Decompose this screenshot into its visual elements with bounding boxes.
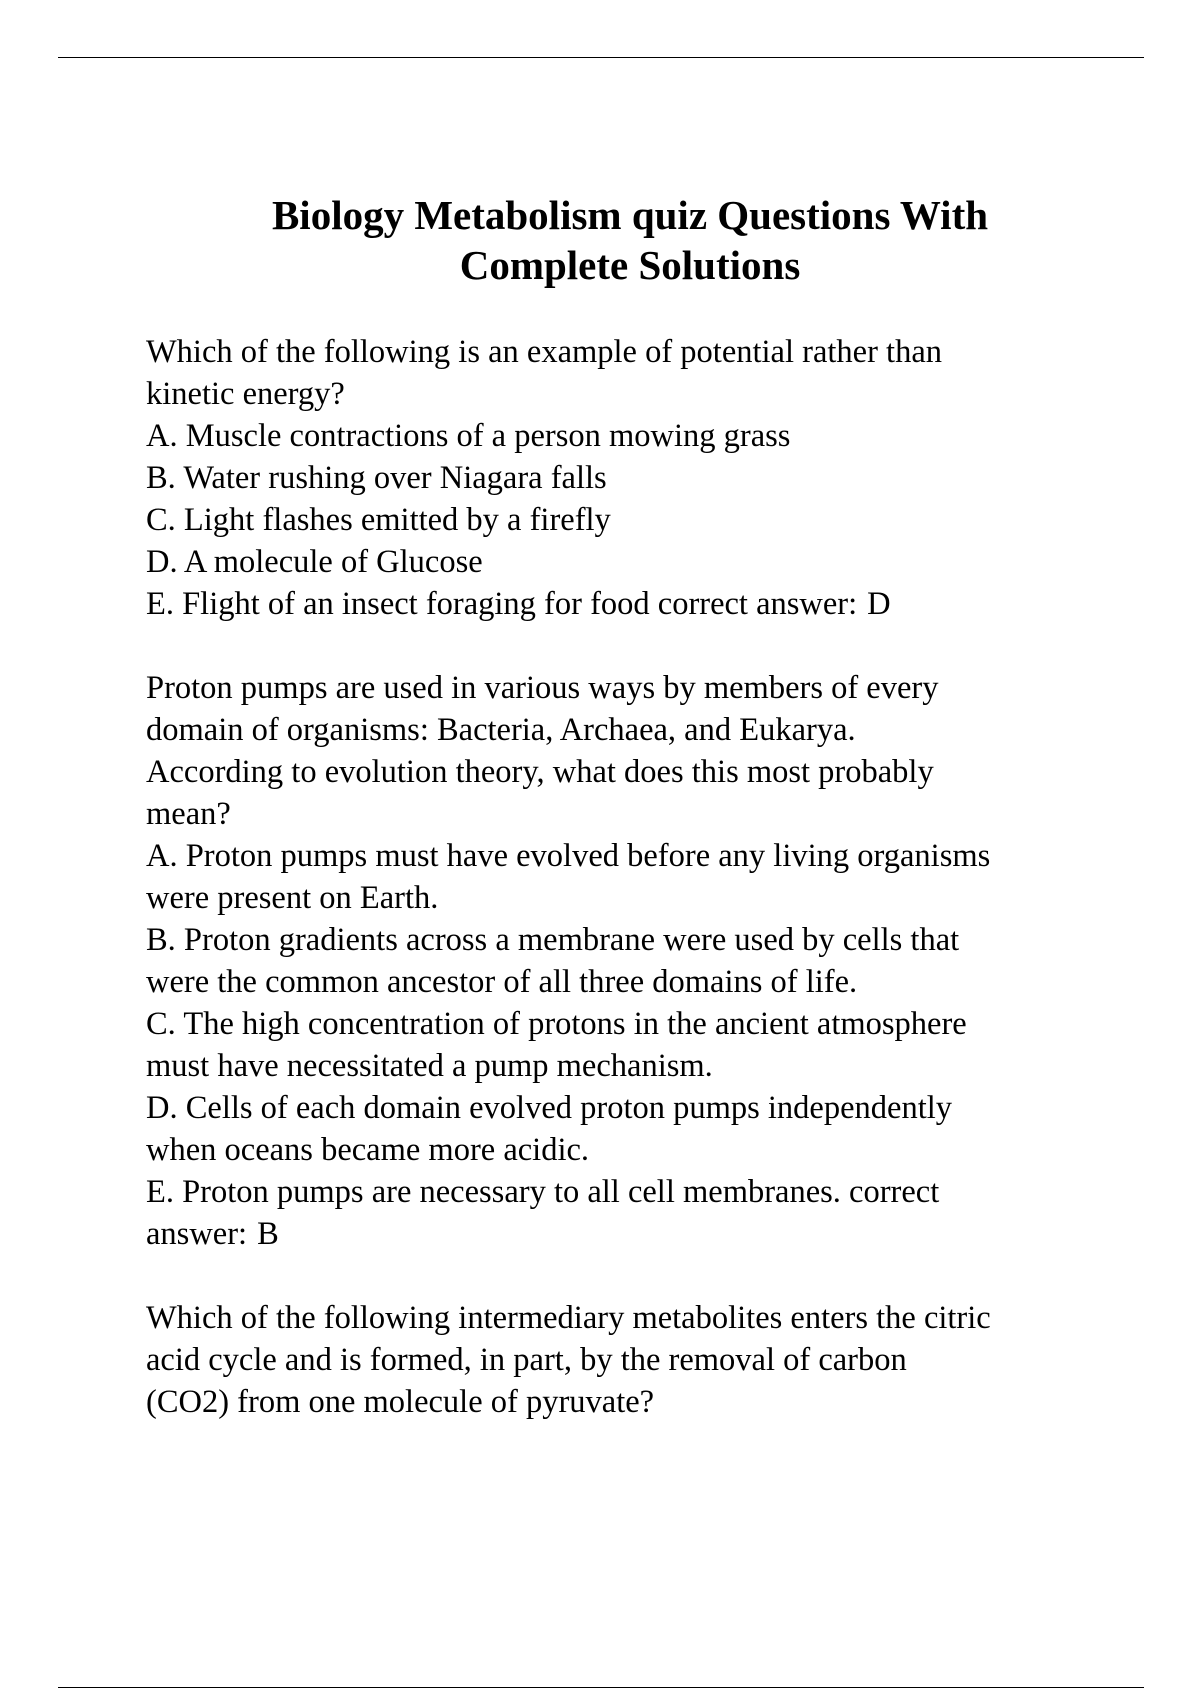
question-2-option-d-line-1: D. Cells of each domain evolved proton pumps independently bbox=[146, 1090, 953, 1126]
question-2-answer: B bbox=[257, 1216, 279, 1252]
question-2-option-e-line-1: E. Proton pumps are necessary to all cell membranes. correct bbox=[146, 1174, 940, 1210]
title-line-1: Biology Metabolism quiz Questions With bbox=[271, 192, 989, 238]
question-3 bbox=[146, 1297, 1106, 1423]
question-1-option-e bbox=[146, 583, 1106, 625]
question-1-option-b: B. Water rushing over Niagara falls bbox=[146, 460, 607, 496]
question-1-option-e-text: E. Flight of an insect foraging for food bbox=[146, 586, 650, 622]
question-2-option-b-line-1: B. Proton gradients across a membrane were used by cells that bbox=[146, 922, 960, 958]
question-2-stem-line-4: mean? bbox=[146, 796, 231, 832]
question-3-stem-line-2: acid cycle and is formed, in part, by the removal of carbon bbox=[146, 1342, 907, 1378]
question-2-option-c-line-2: must have necessitated a pump mechanism. bbox=[146, 1048, 713, 1084]
question-2-option-e-line-2 bbox=[146, 1213, 1106, 1255]
question-2-option-a-line-1: A. Proton pumps must have evolved before any living organisms bbox=[146, 838, 991, 874]
question-2-stem-line-1: Proton pumps are used in various ways by members of every bbox=[146, 670, 939, 706]
top-rule bbox=[58, 57, 1144, 58]
question-1-option-a: A. Muscle contractions of a person mowing grass bbox=[146, 418, 791, 454]
question-2-option-c-line-1: C. The high concentration of protons in the ancient atmosphere bbox=[146, 1006, 967, 1042]
question-1 bbox=[146, 331, 1106, 625]
question-2-stem-line-2: domain of organisms: Bacteria, Archaea, and Eukarya. bbox=[146, 712, 856, 748]
document-title bbox=[130, 190, 1130, 290]
question-1-stem-line-1: Which of the following is an example of potential rather than bbox=[146, 334, 942, 370]
question-2-answer-label: answer: bbox=[146, 1216, 248, 1252]
question-1-answer-label: correct answer: bbox=[657, 586, 858, 622]
question-2-option-b-line-2: were the common ancestor of all three domains of life. bbox=[146, 964, 858, 1000]
question-3-stem-line-1: Which of the following intermediary metabolites enters the citric bbox=[146, 1300, 991, 1336]
question-3-stem-line-3: (CO2) from one molecule of pyruvate? bbox=[146, 1384, 655, 1420]
question-1-answer: D bbox=[867, 586, 891, 622]
question-2-option-d-line-2: when oceans became more acidic. bbox=[146, 1132, 590, 1168]
bottom-rule bbox=[58, 1687, 1144, 1688]
question-2 bbox=[146, 667, 1106, 1255]
question-1-option-d: D. A molecule of Glucose bbox=[146, 544, 483, 580]
question-1-stem-line-2: kinetic energy? bbox=[146, 376, 345, 412]
question-2-option-a-line-2: were present on Earth. bbox=[146, 880, 439, 916]
question-1-option-c: C. Light flashes emitted by a firefly bbox=[146, 502, 611, 538]
question-2-stem-line-3: According to evolution theory, what does this most probably bbox=[146, 754, 934, 790]
document-body bbox=[146, 331, 1106, 1465]
title-line-2: Complete Solutions bbox=[459, 242, 801, 288]
